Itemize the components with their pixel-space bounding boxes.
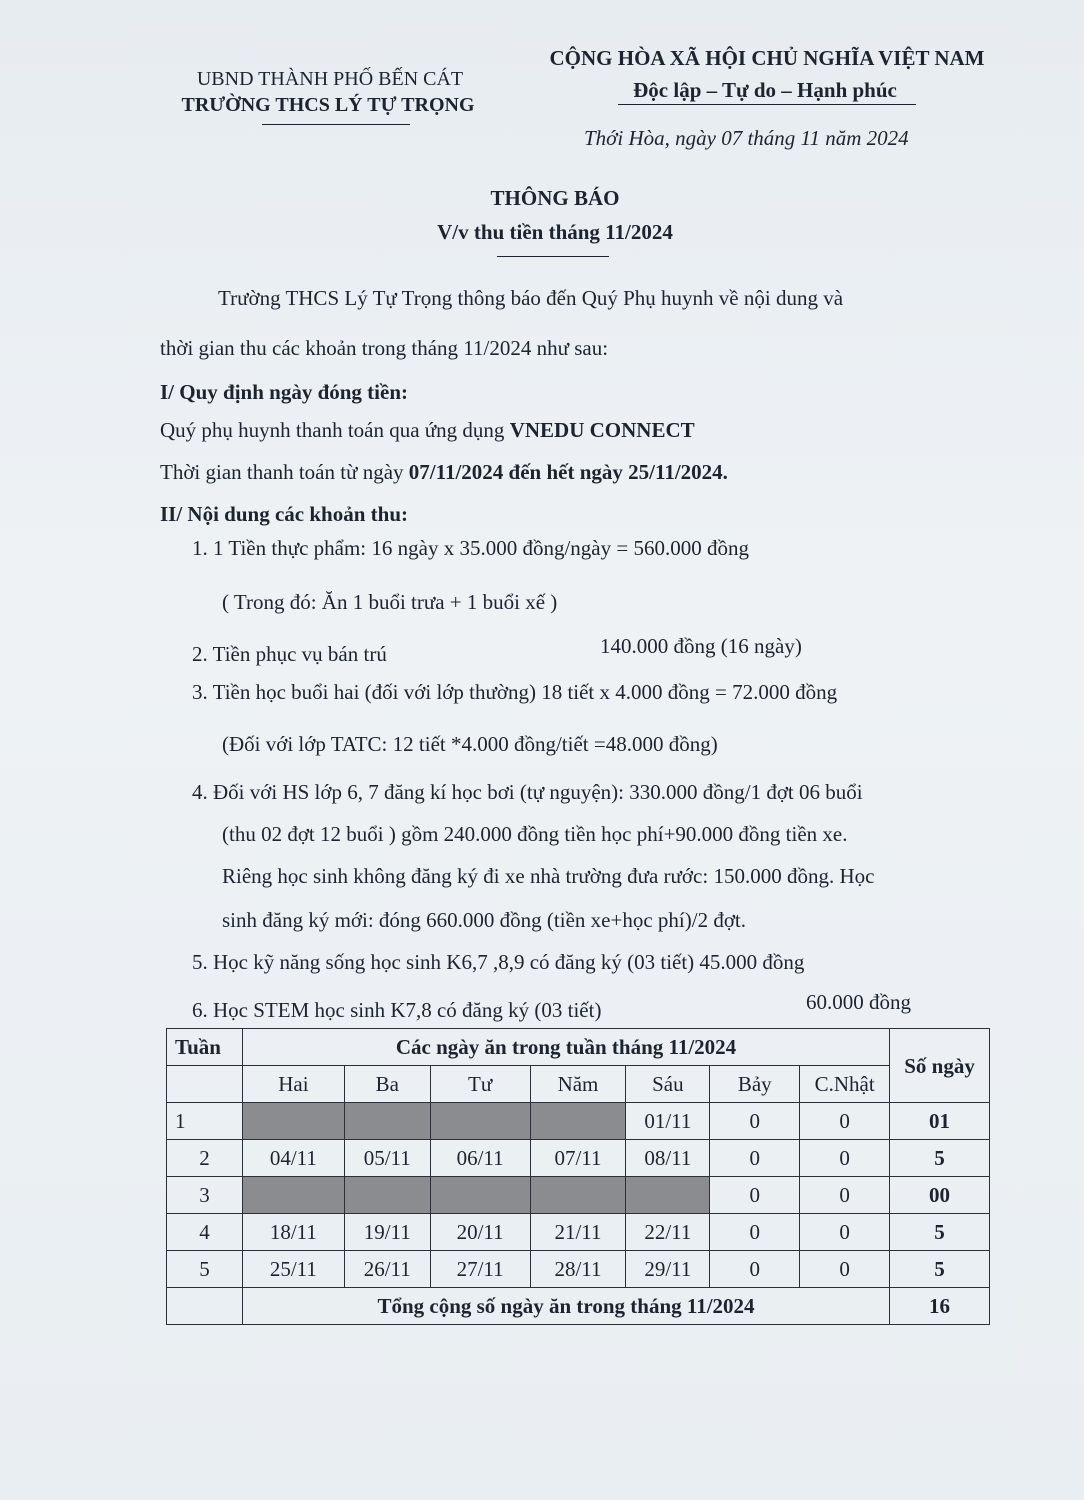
fee-item-1-note: ( Trong đó: Ăn 1 buổi trưa + 1 buổi xế ) (222, 590, 558, 614)
org-underline (262, 124, 410, 125)
section-1-heading: I/ Quy định ngày đóng tiền: (160, 380, 409, 404)
fee-item-4-line-1: 4. Đối với HS lớp 6, 7 đăng kí học bơi (tự nguyện): 330.000 đồng/1 đợt 06 buổi (192, 780, 863, 804)
table-total-row (167, 1288, 990, 1325)
total-blank (167, 1288, 243, 1325)
fee-item-3-note: (Đối với lớp TATC: 12 tiết *4.000 đồng/tiết =48.000 đồng) (222, 732, 718, 756)
day-cell-empty (626, 1177, 710, 1214)
day-cell: 28/11 (530, 1251, 626, 1288)
day-cell-empty (242, 1103, 344, 1140)
total-value: 16 (890, 1288, 990, 1325)
org-line-2: TRƯỜNG THCS LÝ TỰ TRỌNG (181, 94, 475, 116)
fee-item-4-line-2: (thu 02 đợt 12 buổi ) gồm 240.000 đồng tiền học phí+90.000 đồng tiền xe. (222, 822, 848, 846)
fee-item-6: 6. Học STEM học sinh K7,8 có đăng ký (03 tiết) (192, 998, 602, 1022)
day-cell: 25/11 (242, 1251, 344, 1288)
weekday-tu: Tư (430, 1066, 530, 1103)
payment-period-dates: 07/11/2024 đến hết ngày 25/11/2024. (408, 460, 728, 484)
day-cell-empty (344, 1103, 430, 1140)
day-cell: 0 (710, 1177, 800, 1214)
day-cell: 22/11 (626, 1214, 710, 1251)
day-cell-empty (242, 1177, 344, 1214)
day-cell: 0 (710, 1140, 800, 1177)
day-cell: 0 (710, 1251, 800, 1288)
document-title: THÔNG BÁO (490, 186, 620, 210)
week-day-count: 5 (890, 1214, 990, 1251)
title-underline (497, 256, 609, 257)
week-day-count: 01 (890, 1103, 990, 1140)
document-date: Thới Hòa, ngày 07 tháng 11 năm 2024 (584, 126, 909, 150)
meal-days-table (166, 1028, 990, 1325)
intro-line-1: Trường THCS Lý Tự Trọng thông báo đến Quý Phụ huynh về nội dung và (218, 286, 844, 310)
day-cell-empty (430, 1177, 530, 1214)
day-cell: 08/11 (626, 1140, 710, 1177)
weekday-bay: Bảy (710, 1066, 800, 1103)
total-label: Tổng cộng số ngày ăn trong tháng 11/2024 (242, 1288, 889, 1325)
motto-underline (618, 104, 916, 105)
day-cell-empty (530, 1177, 626, 1214)
week-number: 3 (167, 1177, 243, 1214)
day-cell: 18/11 (242, 1214, 344, 1251)
week-day-count: 5 (890, 1140, 990, 1177)
fee-item-6-amount: 60.000 đồng (806, 990, 911, 1014)
week-number: 1 (167, 1103, 243, 1140)
day-cell: 0 (800, 1251, 890, 1288)
intro-line-2: thời gian thu các khoản trong tháng 11/2024 như sau: (160, 336, 609, 360)
motto: Độc lập – Tự do – Hạnh phúc (633, 78, 897, 102)
day-cell: 21/11 (530, 1214, 626, 1251)
day-cell-empty (530, 1103, 626, 1140)
header-day-count: Số ngày (890, 1029, 990, 1103)
header-week: Tuần (167, 1029, 243, 1066)
day-cell: 19/11 (344, 1214, 430, 1251)
weekday-nam: Năm (530, 1066, 626, 1103)
org-line-1: UBND THÀNH PHỐ BẾN CÁT (196, 68, 464, 90)
day-cell: 26/11 (344, 1251, 430, 1288)
weekday-ba: Ba (344, 1066, 430, 1103)
day-cell: 0 (800, 1177, 890, 1214)
week-number: 2 (167, 1140, 243, 1177)
fee-item-3: 3. Tiền học buổi hai (đối với lớp thường) 18 tiết x 4.000 đồng = 72.000 đồng (192, 680, 838, 704)
fee-item-5: 5. Học kỹ năng sống học sinh K6,7 ,8,9 có đăng ký (03 tiết) 45.000 đồng (192, 950, 805, 974)
week-day-count: 5 (890, 1251, 990, 1288)
week-number: 5 (167, 1251, 243, 1288)
day-cell: 20/11 (430, 1214, 530, 1251)
payment-app-name: VNEDU CONNECT (509, 418, 695, 442)
day-cell-empty (430, 1103, 530, 1140)
day-cell: 27/11 (430, 1251, 530, 1288)
week-number: 4 (167, 1214, 243, 1251)
table-row (167, 1177, 990, 1214)
week-day-count: 00 (890, 1177, 990, 1214)
day-cell: 0 (800, 1103, 890, 1140)
header-days-title: Các ngày ăn trong tuần tháng 11/2024 (242, 1029, 889, 1066)
payment-method-text: Quý phụ huynh thanh toán qua ứng dụng (160, 418, 505, 442)
table-weekday-row (167, 1066, 990, 1103)
day-cell-empty (344, 1177, 430, 1214)
fee-item-2-amount: 140.000 đồng (16 ngày) (600, 634, 802, 658)
document-subject: V/v thu tiền tháng 11/2024 (437, 220, 673, 244)
table-row (167, 1140, 990, 1177)
section-2-heading: II/ Nội dung các khoản thu: (160, 502, 408, 526)
fee-item-4-line-4: sinh đăng ký mới: đóng 660.000 đồng (tiền xe+học phí)/2 đợt. (222, 908, 747, 932)
day-cell: 01/11 (626, 1103, 710, 1140)
payment-period-text: Thời gian thanh toán từ ngày (160, 460, 404, 484)
payment-method (160, 418, 695, 443)
day-cell: 0 (710, 1103, 800, 1140)
table-row (167, 1214, 990, 1251)
day-cell: 05/11 (344, 1140, 430, 1177)
fee-item-4-line-3: Riêng học sinh không đăng ký đi xe nhà trường đưa rước: 150.000 đồng. Học (222, 864, 875, 888)
weekday-sau: Sáu (626, 1066, 710, 1103)
header-week-blank (167, 1066, 243, 1103)
day-cell: 06/11 (430, 1140, 530, 1177)
day-cell: 29/11 (626, 1251, 710, 1288)
fee-item-2: 2. Tiền phục vụ bán trú (192, 642, 387, 666)
payment-period (160, 460, 728, 485)
fee-item-1: 1. 1 Tiền thực phẩm: 16 ngày x 35.000 đồng/ngày = 560.000 đồng (192, 536, 749, 560)
nation-title: CỘNG HÒA XÃ HỘI CHỦ NGHĨA VIỆT NAM (549, 46, 985, 70)
weekday-cnhat: C.Nhật (800, 1066, 890, 1103)
day-cell: 0 (800, 1214, 890, 1251)
weekday-hai: Hai (242, 1066, 344, 1103)
day-cell: 07/11 (530, 1140, 626, 1177)
day-cell: 04/11 (242, 1140, 344, 1177)
table-header-row (167, 1029, 990, 1066)
day-cell: 0 (800, 1140, 890, 1177)
table-row (167, 1103, 990, 1140)
table-row (167, 1251, 990, 1288)
day-cell: 0 (710, 1214, 800, 1251)
